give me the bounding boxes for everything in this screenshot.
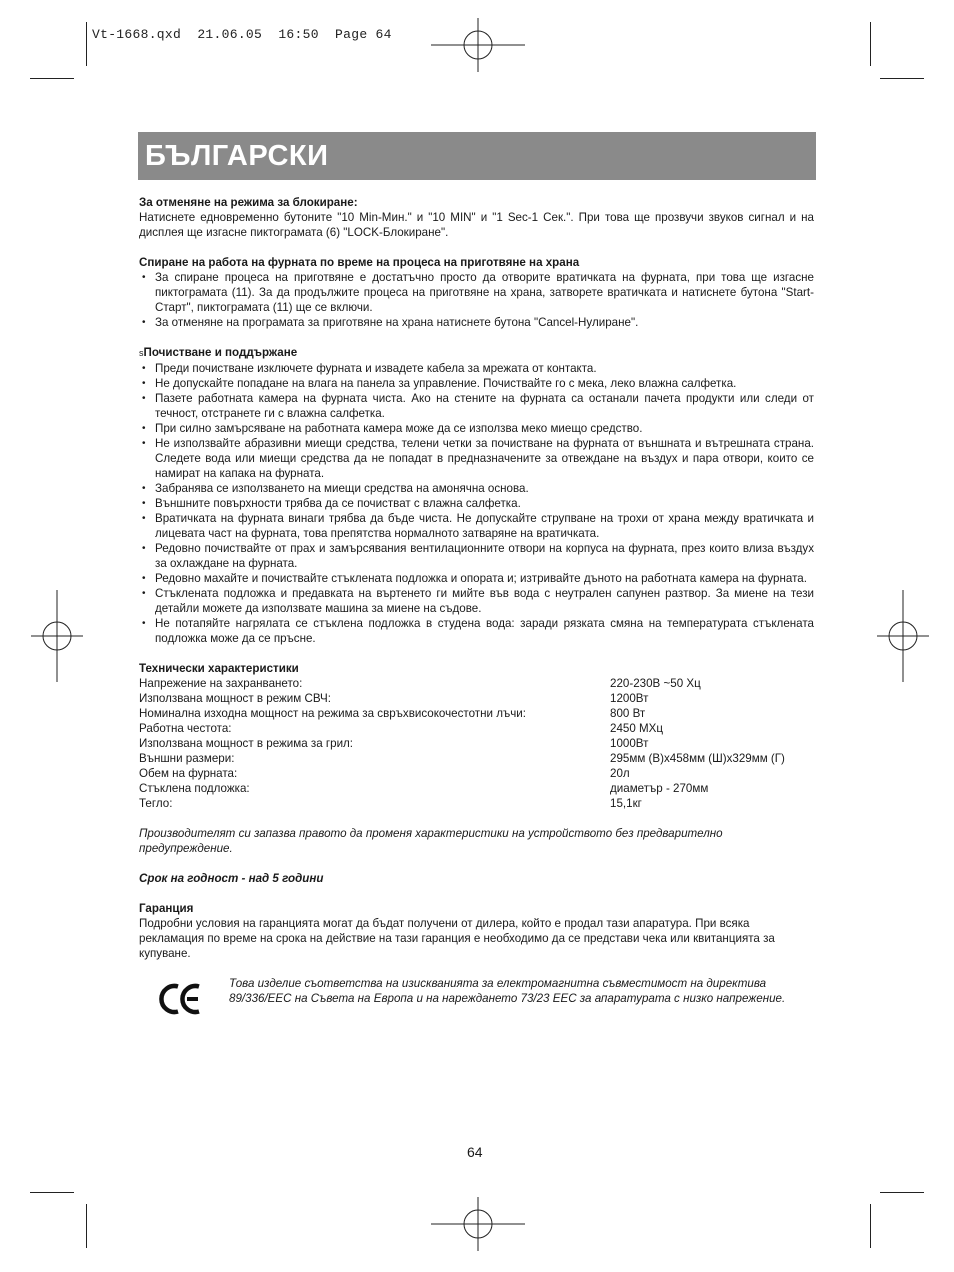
- spec-value: 20л: [610, 767, 630, 780]
- specs-heading: Технически характеристики: [139, 662, 299, 675]
- list-item: • Забранява се използването на миещи средства на амонячна основа.: [139, 481, 814, 496]
- page-content: [139, 195, 814, 1024]
- spec-value: 295мм (В)x458мм (Ш)x329мм (Г): [610, 752, 785, 765]
- ce-section: [139, 976, 814, 1024]
- list-item: • Не използвайте абразивни миещи средства, телени четки за почистване на фурната от външната и вътрешната страна. Следете вода или миещи средства да не попадат в предназначените за отвеждане на въздух и пара отвори, които се намират на капака на фурната.: [139, 436, 814, 481]
- registration-mark-bottom: [431, 1197, 525, 1251]
- registration-mark-top: [431, 18, 525, 72]
- registration-mark-left: [31, 590, 83, 682]
- spec-value: диаметър - 270мм: [610, 782, 709, 795]
- list-item: • Не потапяйте нагрялата се стъклена подложка в студена вода: заради рязката смяна на температурата стъклената подложка може да се пръсне.: [139, 616, 814, 646]
- clean-prefix: s: [139, 348, 144, 358]
- warranty-heading: Гаранция: [139, 902, 194, 915]
- list-item: • За отменяне на програмата за приготвяне на храна натиснете бутона "Cancel-Нулиране".: [139, 315, 814, 330]
- list-item: • Стъклената подложка и предавката на въртенето ги мийте във вода с неутрален сапунен разтвор. За миене на тези детайли можете да използвате машина за миене на съдове.: [139, 586, 814, 616]
- table-row: [139, 706, 814, 721]
- list-item: • Редовно махайте и почиствайте стъклената подложка и опората и; изтривайте дъното на работната камера на фурната.: [139, 571, 814, 586]
- table-row: [139, 751, 814, 766]
- lock-text: Натиснете едновременно бутоните "10 Min-Мин." и "10 MIN" и "1 Sec-1 Сек.". При това ще прозвучи звуков сигнал и на дисплея ще изгасне пиктограмата (6) "LOCK-Блокиране".: [139, 211, 814, 239]
- crop-mark: [30, 1192, 74, 1193]
- table-row: [139, 721, 814, 736]
- list-item: • Пазете работната камера на фурната чиста. Ако на стените на фурната са останали пачета продукти или следи от течност, отстранете ги с влажна салфетка.: [139, 391, 814, 421]
- spec-label: Използвана мощност в режим СВЧ:: [139, 692, 331, 705]
- stop-list: [139, 270, 814, 330]
- table-row: [139, 691, 814, 706]
- list-item: • Външните повърхности трябва да се почистват с влажна салфетка.: [139, 496, 814, 511]
- spec-value: 1000Вт: [610, 737, 649, 750]
- spec-value: 1200Вт: [610, 692, 649, 705]
- list-item: • За спиране процеса на приготвяне е достатъчно просто да отворите вратичката на фурната, при това ще изгасне пиктограмата (11). За да продължите процеса на приготвяне на храна, затворете вратичката и натиснете бутона "Start-Старт", пиктограмата (11) ще се включи.: [139, 270, 814, 315]
- table-row: [139, 796, 814, 811]
- clean-heading-line: [139, 345, 814, 361]
- ce-mark-icon: [159, 982, 203, 1016]
- crop-mark: [86, 1204, 87, 1248]
- lifetime-note: Срок на годност - над 5 години: [139, 872, 324, 885]
- language-banner: [138, 132, 816, 180]
- banner-title: БЪЛГАРСКИ: [145, 140, 329, 172]
- spec-label: Номинална изходна мощност на режима за свръхвисокочестотни лъчи:: [139, 707, 526, 720]
- spec-value: 800 Вт: [610, 707, 646, 720]
- spec-value: 2450 МХц: [610, 722, 664, 735]
- table-row: [139, 781, 814, 796]
- crop-mark: [870, 22, 871, 66]
- crop-mark: [86, 22, 87, 66]
- crop-mark: [870, 1204, 871, 1248]
- specs-table: [139, 676, 814, 811]
- spec-label: Използвана мощност в режима за грил:: [139, 737, 354, 750]
- spec-value: 15,1кг: [610, 797, 642, 810]
- spec-label: Стъклена подложка:: [139, 782, 250, 795]
- spec-label: Обем на фурната:: [139, 767, 238, 780]
- list-item: • Редовно почиствайте от прах и замърсявания вентилационните отвори на корпуса на фурната, през които влиза въздух за охлаждане на фурната.: [139, 541, 814, 571]
- spec-label: Работна честота:: [139, 722, 232, 735]
- spec-label: Външни размери:: [139, 752, 235, 765]
- ce-text: Това изделие съответства на изискванията за електромагнитна съвместимост на директива 89/336/EEC на Съвета на Европа и на нареждането 73/23 EEC за апаратурата с низко напрежение.: [229, 977, 786, 1005]
- stop-heading: Спиране на работа на фурната по време на процеса на приготвяне на храна: [139, 256, 580, 269]
- spec-value: 220-230В ~50 Хц: [610, 677, 701, 690]
- clean-heading: Почистване и поддържане: [143, 346, 298, 359]
- spec-label: Напрежение на захранването:: [139, 677, 303, 690]
- list-item: • Не допускайте попадане на влага на панела за управление. Почиствайте го с мека, леко влажна салфетка.: [139, 376, 814, 391]
- table-row: [139, 736, 814, 751]
- crop-mark: [30, 78, 74, 79]
- clean-list: [139, 361, 814, 646]
- page-number: 64: [467, 1144, 483, 1160]
- list-item: • Преди почистване изключете фурната и извадете кабела за мрежата от контакта.: [139, 361, 814, 376]
- registration-mark-right: [877, 590, 929, 682]
- warranty-text: Подробни условия на гаранцията могат да бъдат получени от дилера, който е продал тази апаратура. При всяка рекламация по време на срока на действие на тази гаранция е необходимо да се представи чека или квитанцията за купуване.: [139, 917, 775, 960]
- list-item: • При силно замърсяване на работната камера може да се използва меко миещо средство.: [139, 421, 814, 436]
- table-row: [139, 676, 814, 691]
- crop-mark: [880, 1192, 924, 1193]
- list-item: • Вратичката на фурната винаги трябва да бъде чиста. Не допускайте струпване на трохи от храна между вратичката и лицевата част на фурната, това препятства нормалното затваряне на вратичката.: [139, 511, 814, 541]
- table-row: [139, 766, 814, 781]
- print-slug: Vt-1668.qxd 21.06.05 16:50 Page 64: [92, 27, 392, 42]
- crop-mark: [880, 78, 924, 79]
- spec-label: Тегло:: [139, 797, 173, 810]
- disclaimer: Производителят си запазва правото да променя характеристики на устройството без предварително предупреждение.: [139, 827, 723, 855]
- lock-heading: За отменяне на режима за блокиране:: [139, 196, 358, 209]
